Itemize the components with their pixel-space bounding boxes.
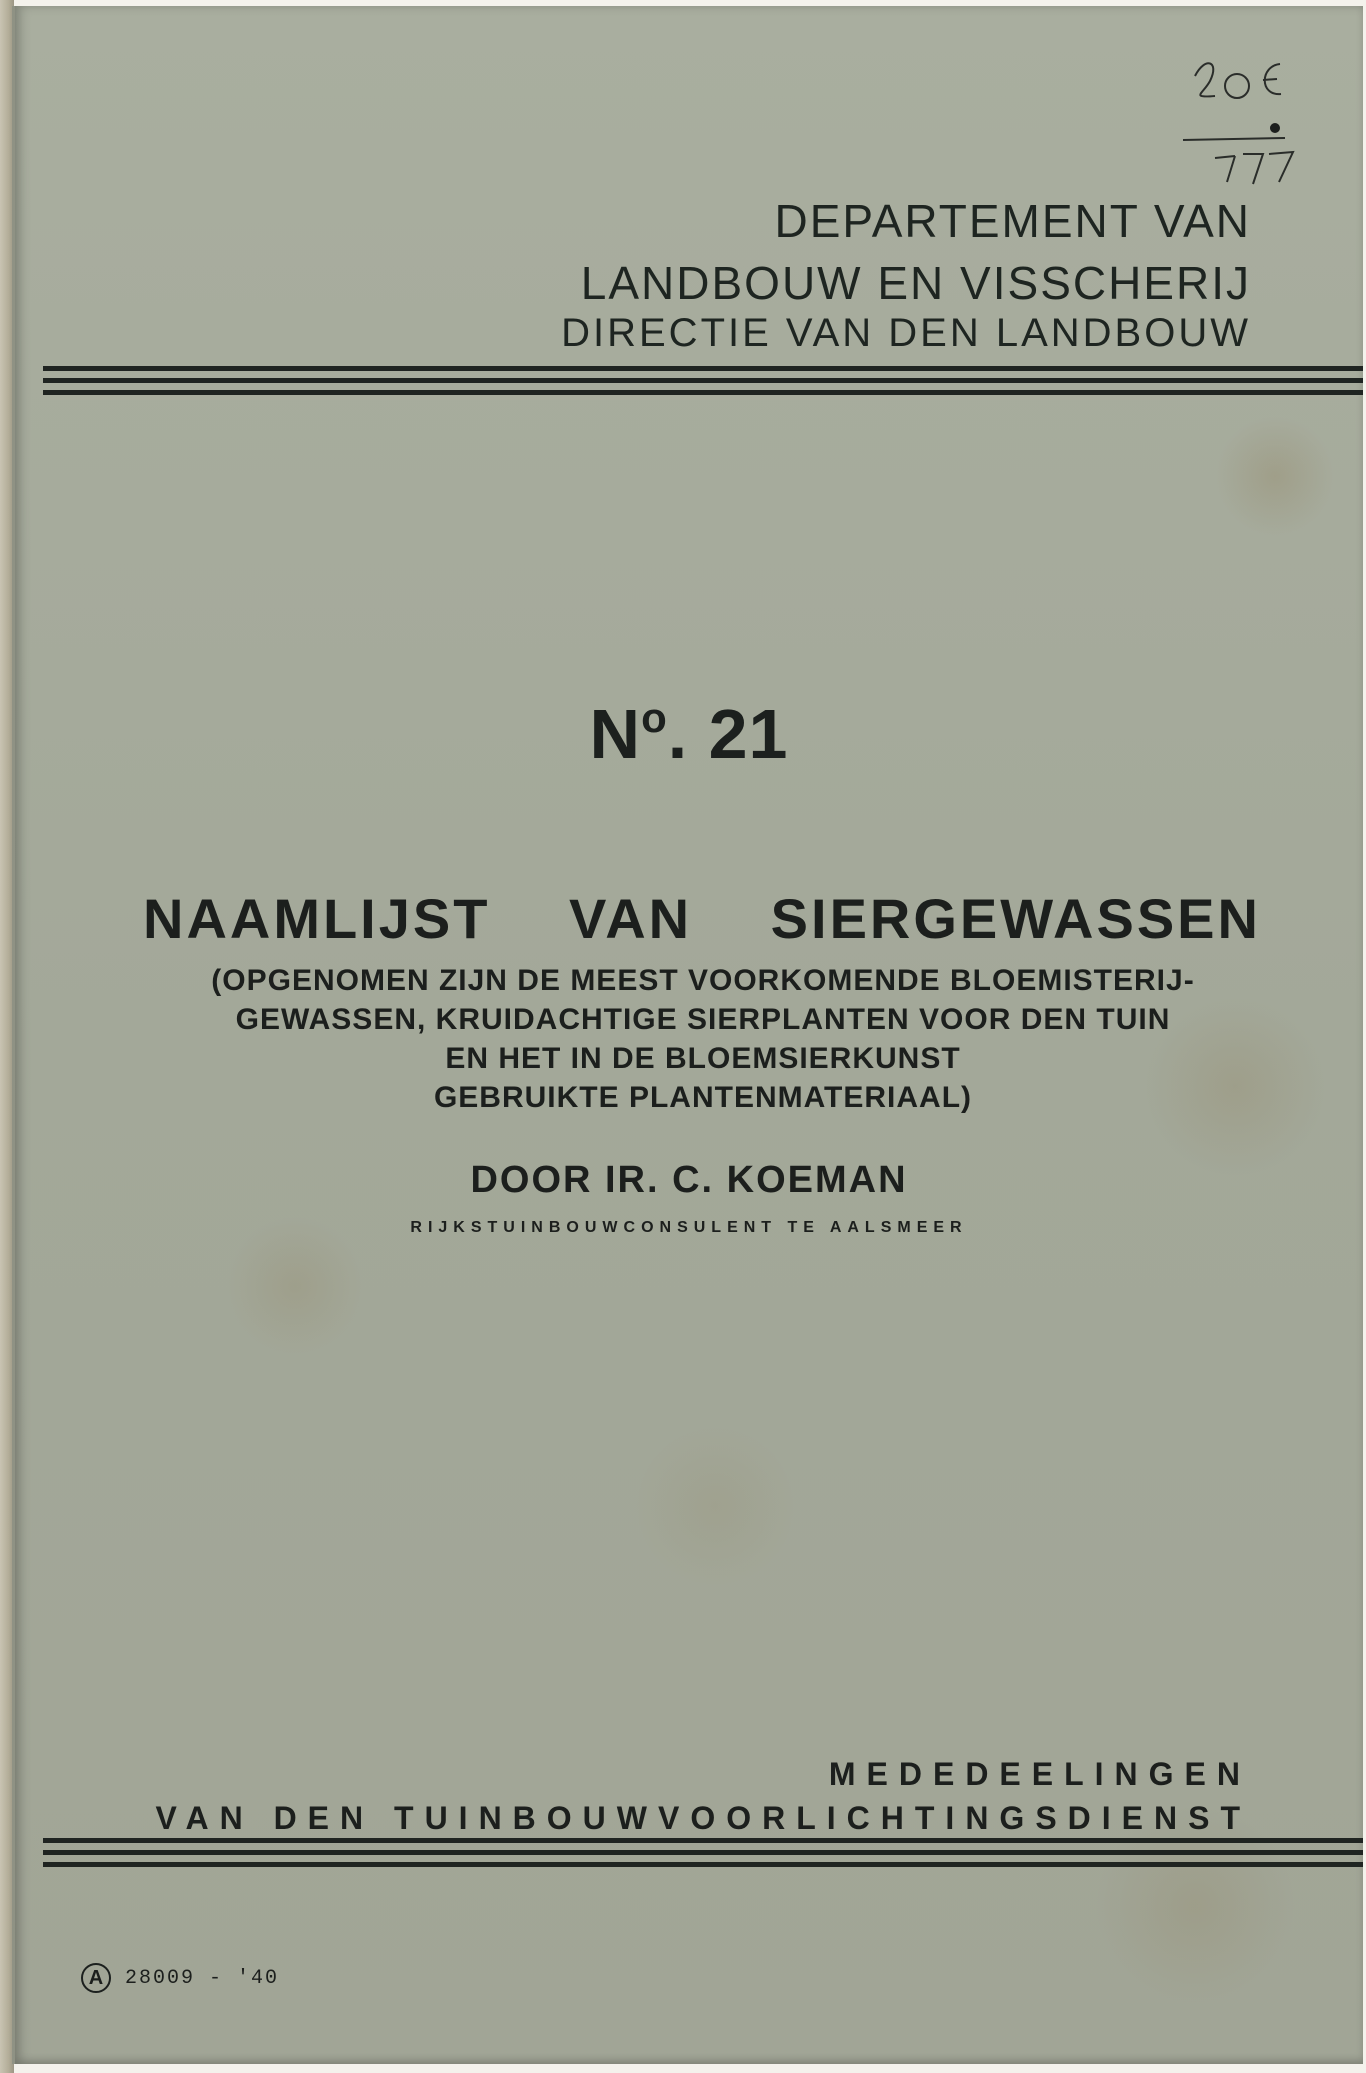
series-title-line-1: MEDEDEELINGEN xyxy=(828,1756,1251,1792)
author-name: DOOR IR. C. KOEMAN xyxy=(470,1159,908,1201)
number-ordinal: o xyxy=(641,694,668,741)
author-role: RIJKSTUINBOUWCONSULENT TE AALSMEER xyxy=(410,1219,968,1236)
issue-number xyxy=(15,694,1363,774)
department-line-1: DEPARTEMENT VAN xyxy=(774,195,1251,247)
publisher-logo-icon: A xyxy=(81,1963,111,1993)
subtitle-line: EN HET IN DE BLOEMSIERKUNST xyxy=(445,1042,961,1075)
title-word: SIERGEWASSEN xyxy=(770,887,1261,950)
print-code: 28009 - '40 xyxy=(125,1966,280,1990)
top-rule xyxy=(43,366,1363,402)
number-prefix: N xyxy=(589,695,642,773)
title-word: VAN xyxy=(569,887,693,950)
number-value: . 21 xyxy=(667,695,789,773)
subtitle-line: (OPGENOMEN ZIJN DE MEEST VOORKOMENDE BLOEMISTERIJ- xyxy=(211,964,1195,997)
series-title-line-2: VAN DEN TUINBOUWVOORLICHTINGSDIENST xyxy=(155,1800,1251,1836)
title-word: NAAMLIJST xyxy=(143,887,491,950)
handwritten-shelf-mark xyxy=(1175,36,1345,206)
department-line-2: LANDBOUW EN VISSCHERIJ xyxy=(580,257,1251,309)
subtitle-line: GEBRUIKTE PLANTENMATERIAAL) xyxy=(433,1081,973,1114)
subtitle-line: GEWASSEN, KRUIDACHTIGE SIERPLANTEN VOOR DEN TUIN xyxy=(235,1003,1171,1036)
bottom-rule xyxy=(43,1838,1363,1874)
cover-title xyxy=(143,886,1261,951)
publisher-imprint xyxy=(81,1963,279,1993)
directorate-line: DIRECTIE VAN DEN LANDBOUW xyxy=(561,311,1251,355)
book-cover xyxy=(12,6,1363,2064)
subtitle-block xyxy=(133,961,1273,1117)
